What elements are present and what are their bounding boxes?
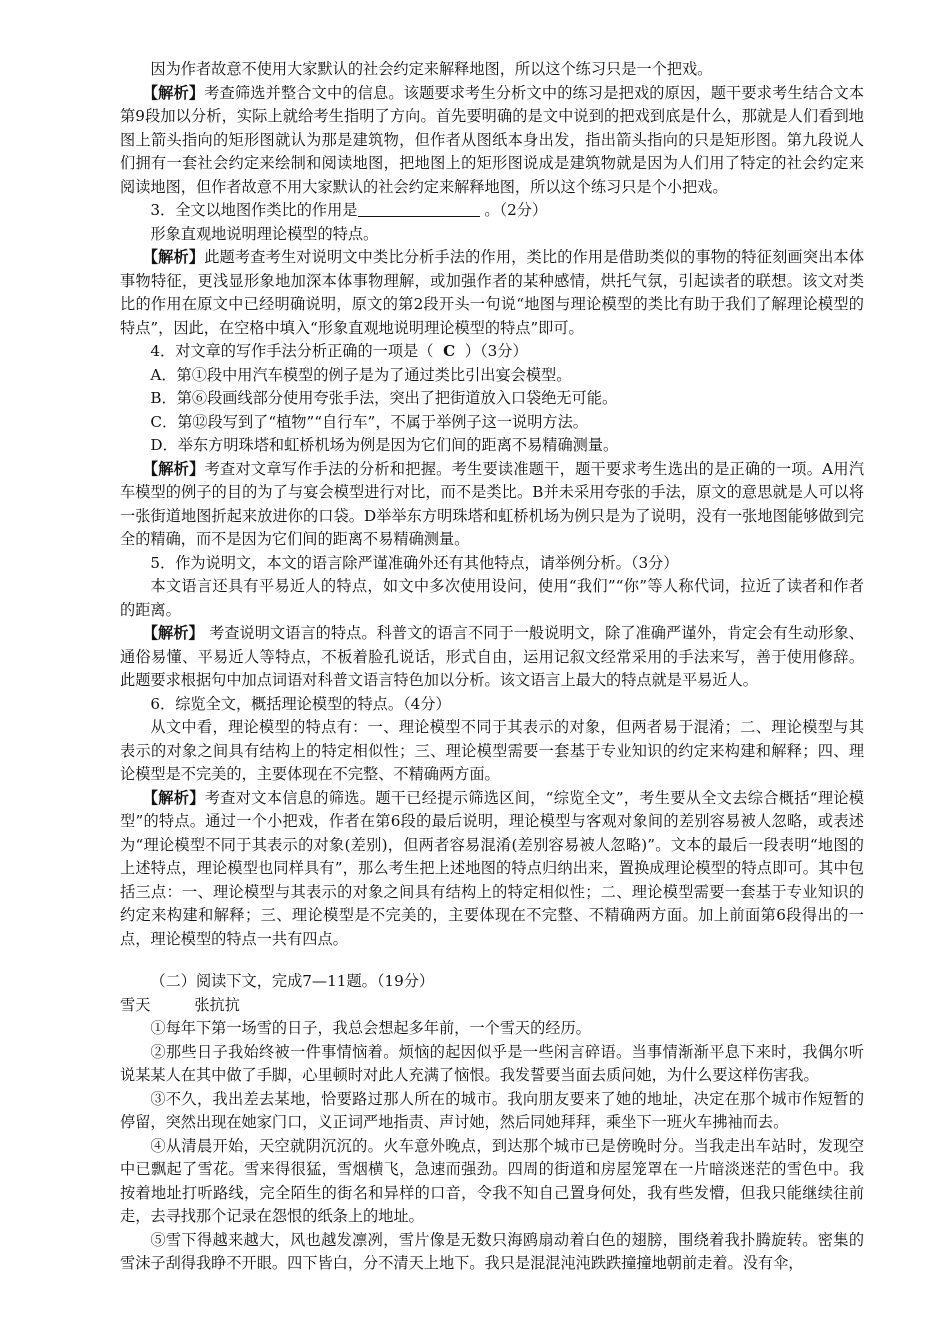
analysis-paragraph: 【解析】考查筛选并整合文中的信息。该题要求考生分析文中的练习是把戏的原因，题干要求考生结合文本第9段加以分析，实际上就给考生指明了方向。首先要明确的是文中说到的把戏到底是什么，那就是人们看到地图上箭头指向的矩形图就认为那是建筑物，但作者从图纸本身出发，指出箭头指向的只是矩形图。第九段说人们拥有一套社会约定来绘制和阅读地图，把地图上的矩形图说成是建筑物就是因为人们用了特定的社会约定来阅读地图，但作者故意不用大家默认的社会约定来解释地图，所以这个练习只是个小把戏。 — [120, 83, 865, 196]
question-6: 6．综览全文，概括理论模型的特点。（4分） — [150, 694, 451, 713]
story-paragraph: ④从清晨开始，天空就阴沉沉的。火车意外晚点，到达那个城市已是傍晚时分。当我走出车站时，发现空中已飘起了雪花。雪来得很猛，雪烟横飞，急速而强劲。四周的街道和房屋笼罩在一片暗淡迷茫的雪色中。我按着地址打听路线，完全陌生的街名和异样的口音，令我不知自己置身何处，我有些发懵，但我只能继续往前走，去寻找那个记录在怨恨的纸条上的地址。 — [120, 1136, 864, 1225]
answer-paragraph: 因为作者故意不使用大家默认的社会约定来解释地图，所以这个练习只是一个把戏。 — [150, 60, 713, 78]
story-paragraph: ①每年下第一场雪的日子，我总会想起多年前，一个雪天的经历。 — [150, 1019, 591, 1037]
story-paragraph: ②那些日子我始终被一件事情恼着。烦恼的起因似乎是一些闲言碎语。当事情渐渐平息下来时，我偶尔听说某某人在其中做了手脚，心里顿时对此人充满了恼恨。我发誓要当面去质问她，为什么要这样伤害我。 — [120, 1042, 864, 1084]
analysis-paragraph: 【解析】 考查说明文语言的特点。科普文的语言不同于一般说明文，除了准确严谨外，肯定会有生动形象、通俗易懂、平易近人等特点，不板着脸孔说话，形式自由，运用记叙文经常采用的手法来写，善于使用修辞。此题要求根据句中加点词语对科普文语言特色加以分析。该文语言上最大的特点就是平易近人。 — [120, 624, 864, 689]
analysis-label: 【解析】 — [142, 83, 205, 102]
question-3: 3．全文以地图作类比的作用是 。（2分） — [150, 201, 548, 219]
analysis-label: 【解析】 — [142, 248, 205, 266]
analysis-label: 【解析】 — [142, 624, 210, 642]
section-heading: （二）阅读下文，完成7—11题。（19分） — [150, 972, 435, 990]
option-a: A．第①段中用汽车模型的例子是为了通过类比引出宴会模型。 — [150, 365, 572, 384]
option-d: D．举东方明珠塔和虹桥机场为例是因为它们间的距离不易精确测量。 — [150, 436, 619, 454]
analysis-label: 【解析】 — [142, 459, 205, 478]
question-5: 5．作为说明文，本文的语言除严谨准确外还有其他特点，请举例分析。（3分） — [150, 553, 679, 572]
story-author: 张抗抗 — [194, 995, 240, 1014]
section-gap — [120, 951, 864, 970]
analysis-paragraph: 【解析】考查对文本信息的筛选。题干已经提示筛选区间，“综览全文”，考生要从全文去综合概括“理论模型”的特点。通过一个小把戏，作者在第6段的最后说明，理论模型与客观对象间的差别容易被人忽略，或表述为“理论模型不同于其表示的对象(差别)，但两者容易混淆(差别容易被人忽略)”。文本的最后一段表明“地图的上述特点，理论模型也同样具有”，那么考生把上述地图的特点归纳出来，置换成理论模型的特点即可。其中包括三点：一、理论模型与其表示的对象之间具有结构上的特定相似性；二、理论模型需要一套基于专业知识的约定来构建和解释；三、理论模型是不完美的，主要体现在不完整、不精确两方面。加上前面第6段得出的一点，理论模型的特点一共有四点。 — [120, 788, 864, 948]
story-paragraph: ③不久，我出差去某地，恰要路过那人所在的城市。我向朋友要来了她的地址，决定在那个城市作短暂的停留，突然出现在她家门口，义正词严地指责、声讨她，然后同她拜拜，乘坐下一班火车拂袖而去。 — [120, 1089, 864, 1131]
analysis-label: 【解析】 — [142, 788, 205, 807]
answer-paragraph: 从文中看，理论模型的特点有：一、理论模型不同于其表示的对象，但两者易于混淆；二、理论模型与其表示的对象之间具有结构上的特定相似性；三、理论模型需要一套基于专业知识的约定来构建和解释；四、理论模型是不完美的，主要体现在不完整、不精确两方面。 — [120, 718, 864, 783]
analysis-paragraph: 【解析】此题考查考生对说明文中类比分析手法的作用，类比的作用是借助类似的事物的特征刻画突出本体事物特征，更浅显形象地加深本体事物理解，或加强作者的某种感情，烘托气氛，引起读者的联想。该文对类比的作用在原文中已经明确说明，原文的第2段开头一句说“地图与理论模型的类比有助于我们了解理论模型的特点”，因此，在空格中填入“形象直观地说明理论模型的特点”即可。 — [120, 248, 865, 337]
story-title: 雪天 张抗抗 — [120, 995, 240, 1014]
option-b: B．第⑥段画线部分使用夸张手法，突出了把街道放入口袋绝无可能。 — [150, 389, 618, 407]
option-c: C．第⑫段写到了“植物”“自行车”，不属于举例子这一说明方法。 — [150, 412, 588, 431]
answer-paragraph: 本文语言还具有平易近人的特点，如文中多次使用设问，使用“我们”“你”等人称代词，拉近了读者和作者的距离。 — [120, 577, 864, 619]
question-4: 4．对文章的写作手法分析正确的一项是（ C ）（3分） — [150, 342, 528, 360]
story-paragraph: ⑤雪下得越来越大，风也越发凛冽，雪片像是无数只海鸥扇动着白色的翅膀，围绕着我扑腾旋转。密集的雪沫子刮得我睁不开眼。四下皆白，分不清天上地下。我只是混混沌沌跌跌撞撞地朝前走着。没有伞， — [120, 1230, 864, 1272]
analysis-paragraph: 【解析】考查对文章写作手法的分析和把握。考生要读准题干，题干要求考生选出的是正确的一项。A用汽车模型的例子的目的为了与宴会模型进行对比，而不是类比。B并未采用夸张的手法，原文的意思就是人可以将一张街道地图折起来放进你的口袋。D举举东方明珠塔和虹桥机场为例只是为了说明，没有一张地图能够做到完全的精确，而不是因为它们间的距离不易精确测量。 — [120, 459, 865, 548]
answer-choice: C — [443, 342, 456, 360]
answer-paragraph: 形象直观地说明理论模型的特点。 — [150, 224, 379, 243]
answer-blank — [358, 201, 480, 217]
